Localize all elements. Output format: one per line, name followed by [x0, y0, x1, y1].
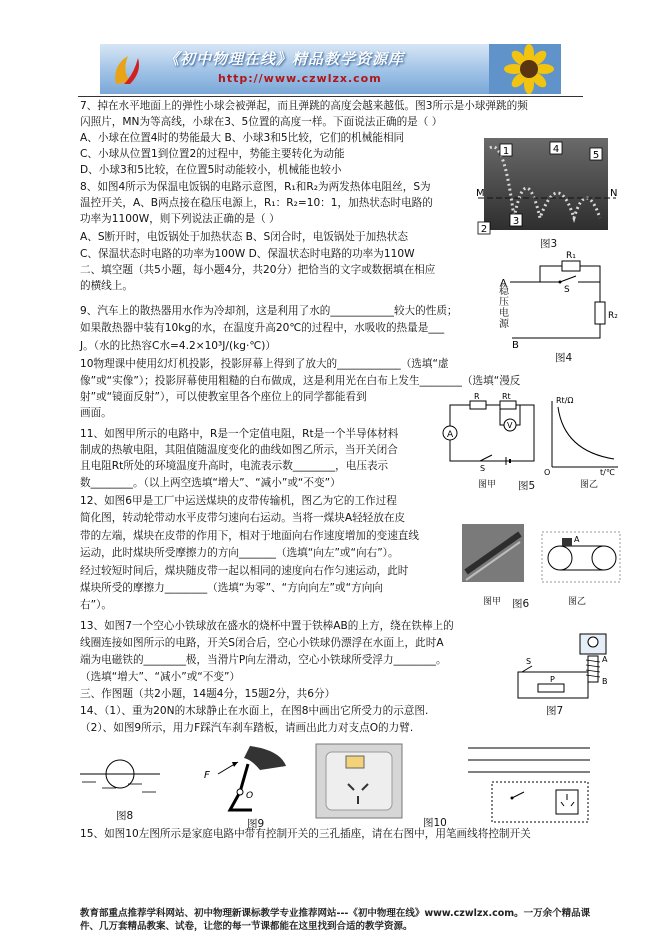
fig3-label-2: 2 — [480, 224, 488, 235]
q9-line-1: 9、汽车上的散热器用水作为冷却剂，这是利用了水的____________较大的性质； — [80, 305, 458, 317]
q7-option-d: D、小球3和5比较，在位置5时动能较小，机械能也较小 — [80, 164, 342, 176]
q13-line-3: 端为电磁铁的________极，当滑片P向左滑动，空心小铁球所受浮力________。 — [80, 654, 447, 666]
fig4-r2: R₂ — [608, 311, 618, 321]
q7-option-c: C、小球从位置1到位置2的过程中，势能主要转化为动能 — [80, 148, 345, 160]
q14-part-1: 14、（1）、重为20N的木球静止在水面上，在图8中画出它所受力的示意图. — [80, 705, 429, 717]
fig4-s: S — [564, 285, 570, 295]
figure-9-brake-pedal — [200, 740, 290, 820]
figure-6-caption: 图6 — [512, 598, 530, 610]
fig3-label-n: N — [610, 188, 618, 199]
figure-10-caption: 图10 — [423, 817, 447, 829]
figure-8-caption: 图8 — [116, 810, 134, 822]
q12-line-3: 带的左端，煤块在皮带的作用下，相对于地面向右作速度增加的变速直线 — [80, 530, 419, 542]
figure-6-conveyor — [462, 522, 622, 592]
q8-option-cd: C、保温状态时电路的功率为100W D、保温状态时电路的功率为110W — [80, 248, 415, 260]
q10-line-4: 画面。 — [80, 407, 112, 419]
fig5-voltmeter: V — [507, 421, 513, 430]
fig5-rt: Rt — [502, 392, 511, 401]
fig5-ammeter: A — [447, 430, 454, 440]
fig5-s: S — [480, 464, 486, 473]
fig9-f: F — [204, 770, 210, 781]
fig5-x-axis-label: t/℃ — [600, 468, 615, 477]
footer-line-1: 教育部重点推荐学科网站、初中物理新课标教学专业推荐网站---《初中物理在线》www.czwlzx.com。一万余个精品课 — [80, 908, 591, 919]
fig3-label-m: M — [476, 188, 485, 199]
fig3-label-5: 5 — [592, 150, 600, 161]
q8-option-ab: A、S断开时，电饭锅处于加热状态 B、S闭合时，电饭锅处于加热状态 — [80, 231, 408, 243]
figure-7-electromagnet — [508, 632, 618, 702]
fig5-origin: O — [544, 468, 551, 477]
header-banner — [100, 44, 561, 94]
q7-line-2: 闪照片，MN为等高线，小球在3、5位置的高度一样。下面说法正确的是（ ） — [80, 116, 443, 128]
fig5-r: R — [474, 392, 480, 401]
q12-line-5: 经过较短时间后，煤块随皮带一起以相同的速度向右作匀速运动，此时 — [80, 565, 409, 577]
page-footer — [80, 907, 590, 933]
q15-line-1: 15、如图10左图所示是家庭电路中带有控制开关的三孔插座，请在右图中，用笔画线将控制开关 — [80, 828, 531, 840]
fig4-a: A — [500, 278, 507, 289]
fig7-a: A — [602, 655, 608, 664]
section3-heading: 三、作图题（共2小题，14题4分，15题2分，共6分） — [80, 688, 336, 700]
figure-4-caption: 图4 — [555, 352, 573, 364]
fig3-label-1: 1 — [502, 146, 510, 157]
sunflower-icon — [489, 44, 561, 94]
figure-3-caption: 图3 — [540, 238, 558, 250]
q9-line-3: J。（水的比热容C水=4.2×10³J/(kg·℃)） — [80, 340, 276, 352]
q8-line-2: 温控开关，A、B两点接在稳压电源上，R₁：R₂=10：1，加热状态时电路的 — [80, 197, 433, 209]
figure-8-wooden-ball — [80, 748, 160, 800]
q9-line-2: 如果散热器中装有10kg的水，在温度升高20℃的过程中，水吸收的热量是___ — [80, 322, 445, 334]
q11-line-4: 数________。（以上两空选填“增大”、“减小”或“不变”） — [80, 477, 341, 489]
q11-line-1: 11、如图甲所示的电路中，R是一个定值电阻，Rt是一个半导体材料 — [80, 428, 399, 440]
q10-line-3: 射”或“镜面反射”），可以使教室里各个座位上的同学都能看到 — [80, 391, 367, 403]
figure-6b-caption: 图乙 — [568, 597, 587, 607]
fig6-block-label: A — [574, 535, 580, 544]
figure-5-caption: 图5 — [518, 480, 536, 492]
banner-url[interactable]: http://www.czwlzx.com — [218, 72, 382, 85]
fig9-o: O — [246, 791, 254, 801]
fig4-r1: R₁ — [566, 251, 576, 261]
q14-part-2: （2）、如图9所示，用力F踩汽车刹车踏板，请画出此力对支点O的力臂. — [80, 722, 414, 734]
figure-6a-caption: 图甲 — [483, 597, 502, 607]
fig7-b: B — [602, 677, 608, 686]
q12-line-1: 12、如图6甲是工厂中运送煤块的皮带传输机，图乙为它的工作过程 — [80, 495, 397, 507]
section2-heading-1: 二、填空题（共5小题，每小题4分，共20分）把恰当的文字或数据填在相应 — [80, 264, 436, 276]
q8-line-1: 8、如图4所示为保温电饭锅的电路示意图，R₁和R₂为两发热体电阻丝，S为 — [80, 181, 431, 193]
q11-line-3: 且电阻Rt所处的环境温度升高时，电流表示数________，电压表示 — [80, 460, 389, 472]
q11-line-2: 制成的热敏电阻，其阻值随温度变化的曲线如图乙所示，当开关闭合 — [80, 444, 398, 456]
figure-5-circuit-and-graph — [440, 392, 622, 477]
section2-heading-2: 的横线上。 — [80, 280, 133, 292]
q10-line-2: 像”或“实像”）；投影屏幕使用粗糙的白布做成，这是利用光在白布上发生________（选填“漫反 — [80, 375, 521, 387]
q12-line-6: 煤块所受的摩擦力________（选填“为零”、“方向向左”或“方向向 — [80, 582, 383, 594]
fig7-p: P — [550, 675, 555, 684]
q7-option-ab: A、小球在位置4时的势能最大 B、小球3和5比较，它们的机械能相同 — [80, 132, 405, 144]
fig7-s: S — [526, 657, 532, 666]
figure-9-caption: 图9 — [247, 818, 265, 830]
figure-3-bouncing-ball — [478, 138, 618, 234]
fig3-label-4: 4 — [552, 144, 560, 155]
footer-line-2: 件、几万套精品教案、试卷，让您的每一节课都能在这里找到合适的教学资源。 — [80, 921, 413, 932]
fig5-y-axis-label: Rt/Ω — [556, 396, 574, 405]
figure-5a-caption: 图甲 — [478, 480, 497, 490]
figure-7-caption: 图7 — [546, 705, 564, 717]
header-rule — [78, 96, 583, 97]
fig3-label-3: 3 — [512, 216, 520, 227]
figure-10-socket-with-switch — [312, 742, 592, 824]
q12-line-4: 运动，此时煤块所受摩擦力的方向_______（选填“向左”或“向右”）。 — [80, 547, 399, 559]
q12-line-2: 简化图，转动轮带动水平皮带匀速向右运动。当将一煤块A轻轻放在皮 — [80, 512, 406, 524]
q8-line-3: 功率为1100W，则下列说法正确的是（ ） — [80, 213, 280, 225]
q12-line-7: 右”）。 — [80, 599, 112, 611]
q10-line-1: 10物理课中使用幻灯机投影，投影屏幕上得到了放大的____________（选填“虚 — [80, 358, 449, 370]
banner-title: 《初中物理在线》精品教学资源库 — [164, 50, 405, 68]
site-logo-icon — [108, 50, 148, 90]
figure-5b-caption: 图乙 — [580, 480, 599, 490]
q13-line-1: 13、如图7一个空心小铁球放在盛水的烧杯中置于铁棒AB的上方，绕在铁棒上的 — [80, 620, 454, 632]
fig4-source-label: 稳压电源 — [499, 286, 509, 330]
fig4-b: B — [512, 340, 519, 351]
q13-line-2: 线圈连接如图所示的电路，开关S闭合后，空心小铁球仍漂浮在水面上，此时A — [80, 637, 444, 649]
q7-line-1: 7、掉在水平地面上的弹性小球会被弹起，而且弹跳的高度会越来越低。图3所示是小球弹跳的频 — [80, 100, 528, 112]
q13-line-4: （选填“增大”、“减小”或“不变”） — [80, 671, 241, 683]
